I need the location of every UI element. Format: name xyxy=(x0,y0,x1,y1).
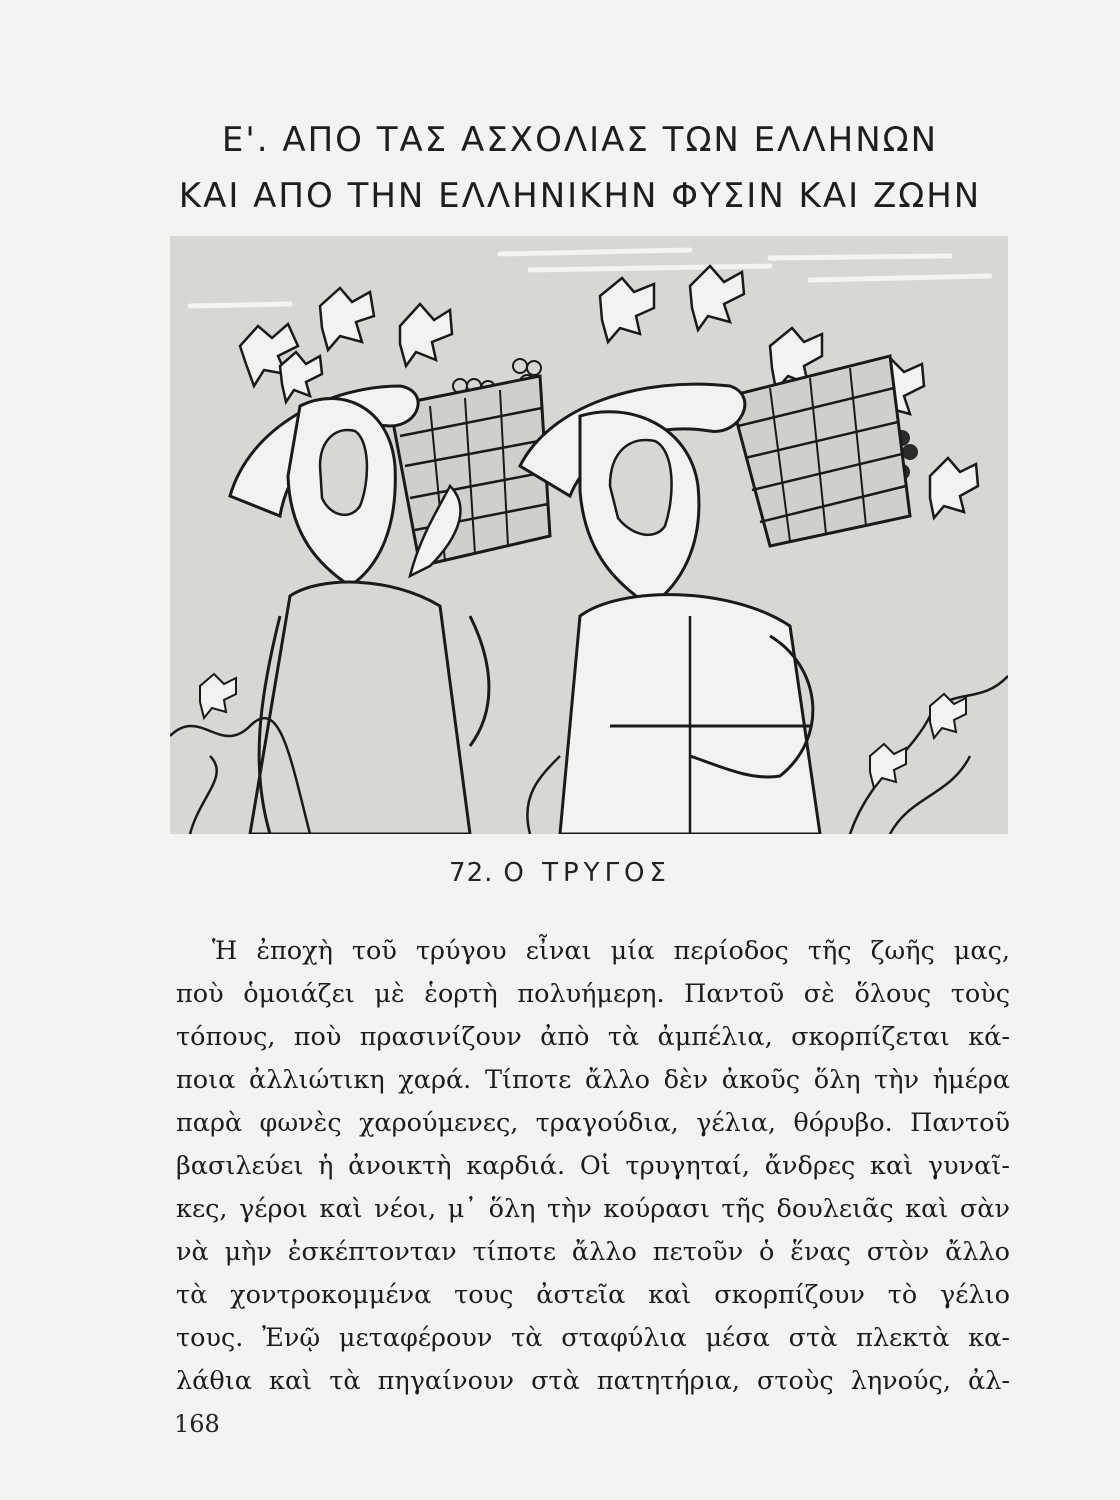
body-line: τους. Ἐνῷ μεταφέρουν τὰ σταφύλια μέσα στὰ πλεκτὰ κα- xyxy=(176,1323,1010,1353)
body-line: λάθια καὶ τὰ πηγαίνουν στὰ πατητήρια, στοὺς ληνούς, ἀλ- xyxy=(176,1366,1010,1396)
section-heading-line-1: Ε'. ΑΠΟ ΤΑΣ ΑΣΧΟΛΙΑΣ ΤΩΝ ΕΛΛΗΝΩΝ xyxy=(221,120,939,160)
body-line: ποια ἀλλιώτικη χαρά. Τίποτε ἄλλο δὲν ἀκοῦς ὅλη τὴν ἡμέρα xyxy=(176,1065,1010,1095)
body-line: παρὰ φωνὲς χαρούμενες, τραγούδια, γέλια, θόρυβο. Παντοῦ xyxy=(176,1108,1010,1138)
grape-harvest-illustration xyxy=(170,236,1008,834)
sky-streaks xyxy=(190,250,990,306)
body-line: ποὺ ὁμοιάζει μὲ ἑορτὴ πολυήμερη. Παντοῦ σὲ ὅλους τοὺς xyxy=(176,979,1010,1009)
chapter-title-text: Ο ΤΡΥΓΟΣ xyxy=(503,858,671,888)
basket-right xyxy=(730,356,910,546)
chapter-number: 72. xyxy=(449,858,494,888)
body-line: κες, γέροι καὶ νέοι, μ᾿ ὅλη τὴν κούρασι τῆς δουλειᾶς καὶ σὰν xyxy=(176,1194,1010,1224)
body-text xyxy=(176,930,1010,1403)
body-line: βασιλεύει ἡ ἀνοικτὴ καρδιά. Οἱ τρυγηταί, ἄνδρες καὶ γυναῖ- xyxy=(176,1151,1010,1181)
chapter-title xyxy=(0,858,1120,888)
page-number: 168 xyxy=(174,1410,220,1438)
section-heading xyxy=(150,112,1010,224)
body-line: τόπους, ποὺ πρασινίζουν ἀπὸ τὰ ἀμπέλια, σκορπίζεται κά- xyxy=(176,1022,1010,1052)
body-line: νὰ μὴν ἐσκέπτονταν τίποτε ἄλλο πετοῦν ὁ ἕνας στὸν ἄλλο xyxy=(176,1237,1010,1267)
section-heading-line-2: ΚΑΙ ΑΠΟ ΤΗΝ ΕΛΛΗΝΙΚΗΝ ΦΥΣΙΝ ΚΑΙ ΖΩΗΝ xyxy=(178,176,982,216)
body-line: Ἡ ἐποχὴ τοῦ τρύγου εἶναι μία περίοδος τῆς ζωῆς μας, xyxy=(212,936,1010,966)
body-line: τὰ χοντροκομμένα τους ἀστεῖα καὶ σκορπίζουν τὸ γέλιο xyxy=(176,1280,1010,1310)
